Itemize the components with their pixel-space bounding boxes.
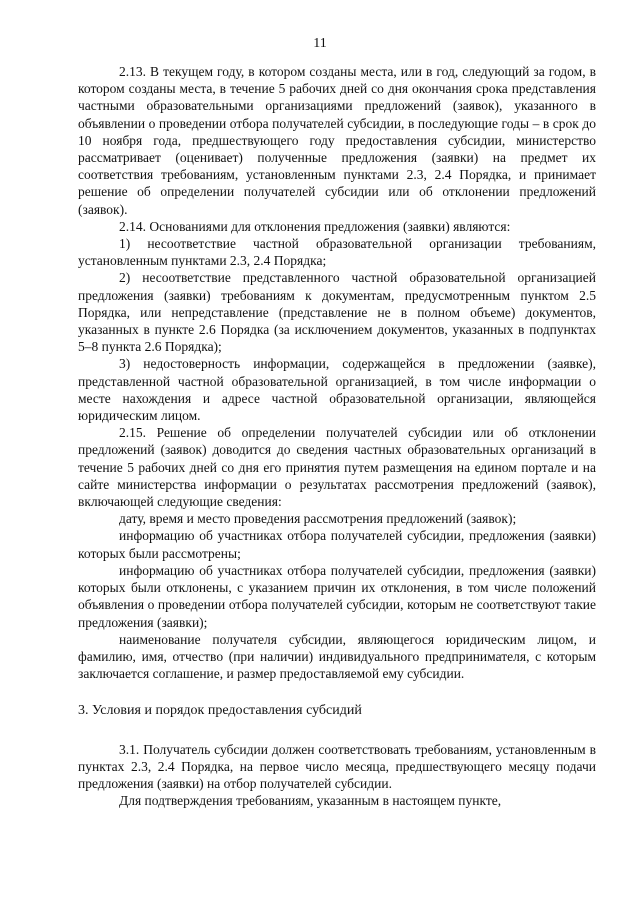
paragraph-confirmation: Для подтверждения требованиям, указанным в настоящем пункте, — [119, 793, 502, 809]
list-item-rejected: информацию об участниках отбора получателей субсидии, предложения (заявки) которых были отклонены, с указанием причин их отклонения, в том числе положений объявления о проведении отбора получателей субсидии, которым не соответствуют такие предложения (заявки); — [78, 562, 596, 630]
list-item-2: 2) несоответствие представленного частной образовательной организацией предложения (заявки) требованиям к документам, предусмотренным пунктом 2.5 Порядка, или непредставление (представление не в полном объеме) документов, указанных в пункте 2.6 Порядка (за исключением документов, указанных в подпунктах 5–8 пункта 2.6 Порядка); — [78, 270, 596, 355]
page-number: 11 — [313, 36, 327, 51]
paragraph-2-14: 2.14. Основаниями для отклонения предложения (заявки) являются: — [119, 218, 511, 234]
list-item-3: 3) недостоверность информации, содержащейся в предложении (заявке), представленной частной образовательной организацией, в том числе информации о месте нахождения и адресе частной образовательной организации, являющейся юридическим лицом. — [78, 356, 596, 424]
paragraph-3-1: 3.1. Получатель субсидии должен соответствовать требованиям, установленным в пунктах 2.3, 2.4 Порядка, на первое число месяца, предшествующего месяцу подачи предложения (заявки) на отбор получателей субсидии. — [78, 741, 596, 791]
list-item-considered: информацию об участниках отбора получателей субсидии, предложения (заявки) которых были рассмотрены; — [78, 528, 596, 561]
paragraph-2-13: 2.13. В текущем году, в котором созданы места, или в год, следующий за годом, в котором созданы места, в течение 5 рабочих дней со дня окончания срока представления частными образовательными организациями предложений (заявок), указанного в объявлении о проведении отбора получателей субсидии, в последующие годы – в срок до 10 ноября года, предшествующего году предоставления субсидии, министерство рассматривает (оценивает) полученные предложения (заявки) на предмет их соответствия требованиям, установленным пунктами 2.3, 2.4 Порядка, и принимает решение об определении получателей субсидии или об отклонении предложений (заявок). — [78, 64, 596, 217]
list-item-date: дату, время и место проведения рассмотрения предложений (заявок); — [119, 511, 517, 527]
section-heading: 3. Условия и порядок предоставления субсидий — [78, 703, 362, 719]
list-item-1: 1) несоответствие частной образовательной организации требованиям, установленным пунктами 2.3, 2.4 Порядка; — [78, 236, 596, 269]
list-item-recipient: наименование получателя субсидии, являющегося юридическим лицом, и фамилию, имя, отчество (при наличии) индивидуального предпринимателя, с которым заключается соглашение, и размер предоставляемой ему субсидии. — [78, 631, 596, 682]
paragraph-2-15: 2.15. Решение об определении получателей субсидии или об отклонении предложений (заявок) доводится до сведения частных образовательных организаций в течение 5 рабочих дней со дня его принятия путем размещения на едином портале и на сайте министерства информации о результатах рассмотрения предложений (заявок), включающей следующие сведения: — [78, 425, 596, 510]
document-body — [78, 63, 596, 809]
